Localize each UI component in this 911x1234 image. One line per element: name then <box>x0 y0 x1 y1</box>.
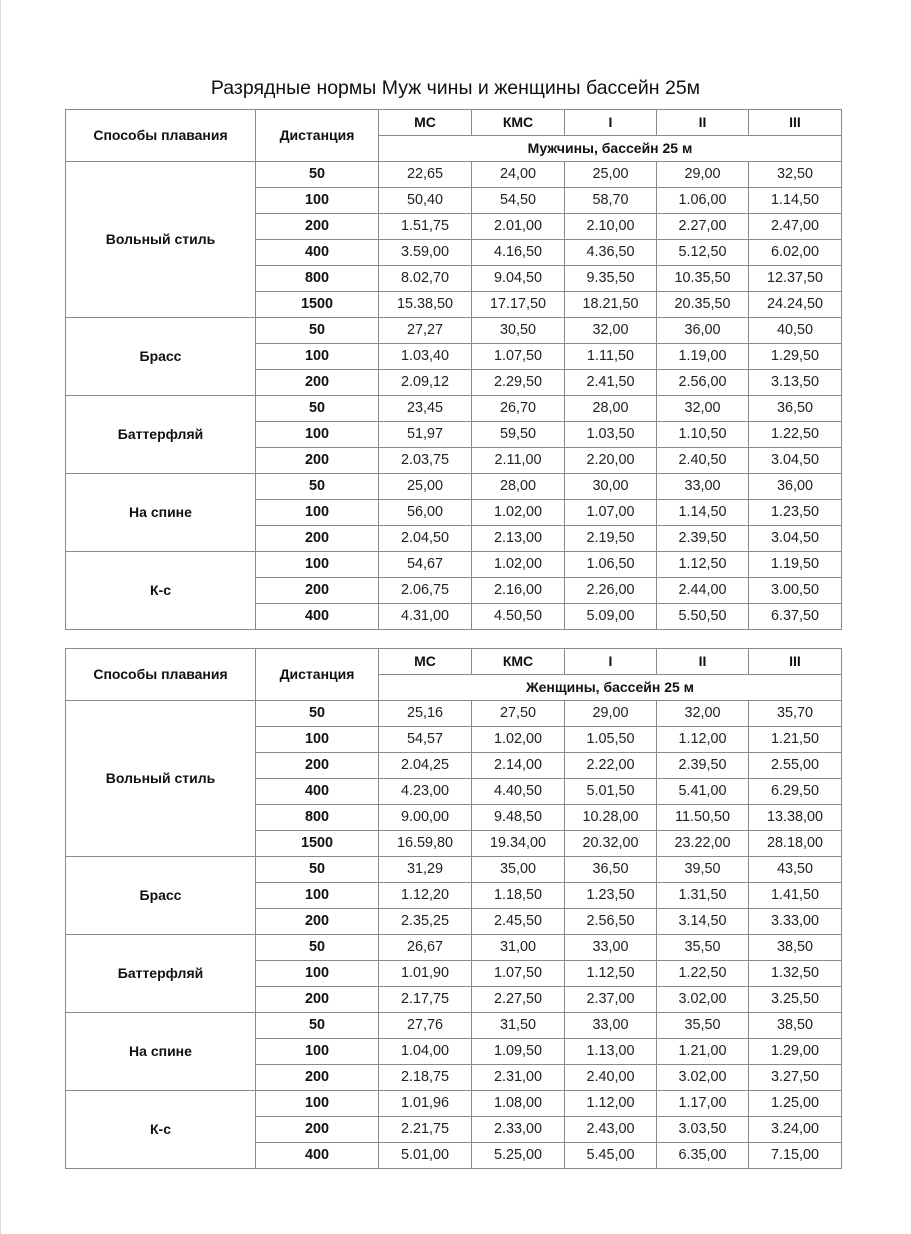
time-cell: 36,50 <box>749 396 842 422</box>
time-cell: 1.29,50 <box>749 344 842 370</box>
time-cell: 31,29 <box>379 857 472 883</box>
time-cell: 30,50 <box>472 318 565 344</box>
distance-cell: 1500 <box>256 292 379 318</box>
stroke-header: Способы плавания <box>66 649 256 701</box>
time-cell: 24,00 <box>472 162 565 188</box>
time-cell: 1.07,50 <box>472 344 565 370</box>
time-cell: 2.29,50 <box>472 370 565 396</box>
stroke-name-cell: Вольный стиль <box>66 701 256 857</box>
time-cell: 5.09,00 <box>565 604 657 630</box>
time-cell: 1.14,50 <box>657 500 749 526</box>
time-cell: 7.15,00 <box>749 1143 842 1169</box>
time-cell: 36,00 <box>749 474 842 500</box>
time-cell: 1.10,50 <box>657 422 749 448</box>
distance-cell: 200 <box>256 370 379 396</box>
table-subtitle: Женщины, бассейн 25 м <box>379 675 842 701</box>
table-row <box>66 935 842 961</box>
rank-header-2: II <box>657 110 749 136</box>
time-cell: 40,50 <box>749 318 842 344</box>
distance-cell: 100 <box>256 1091 379 1117</box>
time-cell: 2.40,00 <box>565 1065 657 1091</box>
time-cell: 3.04,50 <box>749 448 842 474</box>
time-cell: 1.31,50 <box>657 883 749 909</box>
distance-cell: 50 <box>256 318 379 344</box>
time-cell: 2.39,50 <box>657 753 749 779</box>
time-cell: 31,50 <box>472 1013 565 1039</box>
time-cell: 8.02,70 <box>379 266 472 292</box>
time-cell: 3.25,50 <box>749 987 842 1013</box>
time-cell: 1.03,50 <box>565 422 657 448</box>
time-cell: 1.29,00 <box>749 1039 842 1065</box>
time-cell: 2.26,00 <box>565 578 657 604</box>
table-row <box>66 396 842 422</box>
time-cell: 28,00 <box>472 474 565 500</box>
time-cell: 54,50 <box>472 188 565 214</box>
time-cell: 39,50 <box>657 857 749 883</box>
time-cell: 3.00,50 <box>749 578 842 604</box>
time-cell: 1.32,50 <box>749 961 842 987</box>
distance-cell: 50 <box>256 857 379 883</box>
time-cell: 4.23,00 <box>379 779 472 805</box>
time-cell: 1.19,50 <box>749 552 842 578</box>
time-cell: 32,00 <box>657 701 749 727</box>
rank-header-kms: КМС <box>472 110 565 136</box>
time-cell: 35,00 <box>472 857 565 883</box>
distance-cell: 100 <box>256 344 379 370</box>
distance-cell: 200 <box>256 526 379 552</box>
rank-header-1: I <box>565 649 657 675</box>
time-cell: 1.02,00 <box>472 552 565 578</box>
distance-cell: 100 <box>256 188 379 214</box>
time-cell: 20.32,00 <box>565 831 657 857</box>
time-cell: 50,40 <box>379 188 472 214</box>
time-cell: 1.07,00 <box>565 500 657 526</box>
time-cell: 2.01,00 <box>472 214 565 240</box>
distance-cell: 50 <box>256 396 379 422</box>
stroke-name-cell: Баттерфляй <box>66 935 256 1013</box>
time-cell: 5.01,50 <box>565 779 657 805</box>
time-cell: 12.37,50 <box>749 266 842 292</box>
distance-cell: 200 <box>256 1065 379 1091</box>
time-cell: 2.14,00 <box>472 753 565 779</box>
time-cell: 54,57 <box>379 727 472 753</box>
time-cell: 2.04,50 <box>379 526 472 552</box>
time-cell: 2.33,00 <box>472 1117 565 1143</box>
time-cell: 25,00 <box>379 474 472 500</box>
time-cell: 1.22,50 <box>749 422 842 448</box>
time-cell: 32,00 <box>657 396 749 422</box>
time-cell: 33,00 <box>565 935 657 961</box>
time-cell: 1.04,00 <box>379 1039 472 1065</box>
time-cell: 1.41,50 <box>749 883 842 909</box>
table-subtitle: Мужчины, бассейн 25 м <box>379 136 842 162</box>
distance-cell: 100 <box>256 552 379 578</box>
time-cell: 35,70 <box>749 701 842 727</box>
time-cell: 18.21,50 <box>565 292 657 318</box>
time-cell: 10.28,00 <box>565 805 657 831</box>
time-cell: 15.38,50 <box>379 292 472 318</box>
stroke-name-cell: На спине <box>66 474 256 552</box>
time-cell: 2.44,00 <box>657 578 749 604</box>
time-cell: 2.17,75 <box>379 987 472 1013</box>
time-cell: 2.21,75 <box>379 1117 472 1143</box>
time-cell: 33,00 <box>657 474 749 500</box>
time-cell: 3.59,00 <box>379 240 472 266</box>
time-cell: 2.40,50 <box>657 448 749 474</box>
time-cell: 5.12,50 <box>657 240 749 266</box>
distance-cell: 100 <box>256 961 379 987</box>
time-cell: 2.47,00 <box>749 214 842 240</box>
time-cell: 6.29,50 <box>749 779 842 805</box>
time-cell: 1.06,50 <box>565 552 657 578</box>
time-cell: 22,65 <box>379 162 472 188</box>
time-cell: 1.12,50 <box>565 961 657 987</box>
time-cell: 35,50 <box>657 935 749 961</box>
men-norms-table <box>65 109 842 630</box>
page-edge <box>0 0 1 1234</box>
time-cell: 4.36,50 <box>565 240 657 266</box>
time-cell: 1.23,50 <box>749 500 842 526</box>
time-cell: 20.35,50 <box>657 292 749 318</box>
time-cell: 2.04,25 <box>379 753 472 779</box>
time-cell: 4.50,50 <box>472 604 565 630</box>
time-cell: 1.02,00 <box>472 500 565 526</box>
time-cell: 4.40,50 <box>472 779 565 805</box>
distance-cell: 800 <box>256 805 379 831</box>
distance-cell: 200 <box>256 753 379 779</box>
time-cell: 9.00,00 <box>379 805 472 831</box>
time-cell: 2.19,50 <box>565 526 657 552</box>
rank-header-ms: МС <box>379 649 472 675</box>
time-cell: 54,67 <box>379 552 472 578</box>
time-cell: 35,50 <box>657 1013 749 1039</box>
distance-cell: 50 <box>256 1013 379 1039</box>
time-cell: 51,97 <box>379 422 472 448</box>
time-cell: 5.25,00 <box>472 1143 565 1169</box>
time-cell: 23,45 <box>379 396 472 422</box>
time-cell: 26,70 <box>472 396 565 422</box>
time-cell: 2.41,50 <box>565 370 657 396</box>
time-cell: 2.37,00 <box>565 987 657 1013</box>
time-cell: 2.10,00 <box>565 214 657 240</box>
time-cell: 1.03,40 <box>379 344 472 370</box>
table-row <box>66 1013 842 1039</box>
distance-cell: 1500 <box>256 831 379 857</box>
time-cell: 1.12,50 <box>657 552 749 578</box>
time-cell: 1.12,00 <box>657 727 749 753</box>
time-cell: 23.22,00 <box>657 831 749 857</box>
time-cell: 3.02,00 <box>657 1065 749 1091</box>
time-cell: 43,50 <box>749 857 842 883</box>
time-cell: 1.21,50 <box>749 727 842 753</box>
time-cell: 25,16 <box>379 701 472 727</box>
distance-cell: 200 <box>256 987 379 1013</box>
time-cell: 27,76 <box>379 1013 472 1039</box>
time-cell: 28,00 <box>565 396 657 422</box>
distance-cell: 100 <box>256 883 379 909</box>
time-cell: 24.24,50 <box>749 292 842 318</box>
time-cell: 1.21,00 <box>657 1039 749 1065</box>
time-cell: 2.09,12 <box>379 370 472 396</box>
time-cell: 2.18,75 <box>379 1065 472 1091</box>
time-cell: 1.05,50 <box>565 727 657 753</box>
stroke-name-cell: Вольный стиль <box>66 162 256 318</box>
time-cell: 10.35,50 <box>657 266 749 292</box>
time-cell: 2.16,00 <box>472 578 565 604</box>
time-cell: 1.14,50 <box>749 188 842 214</box>
time-cell: 9.35,50 <box>565 266 657 292</box>
time-cell: 1.01,96 <box>379 1091 472 1117</box>
time-cell: 32,00 <box>565 318 657 344</box>
page-title: Разрядные нормы Муж чины и женщины бассейн 25м <box>210 77 701 99</box>
table-row <box>66 857 842 883</box>
time-cell: 3.33,00 <box>749 909 842 935</box>
time-cell: 1.06,00 <box>657 188 749 214</box>
distance-cell: 50 <box>256 935 379 961</box>
time-cell: 27,50 <box>472 701 565 727</box>
time-cell: 58,70 <box>565 188 657 214</box>
time-cell: 2.20,00 <box>565 448 657 474</box>
time-cell: 29,00 <box>565 701 657 727</box>
time-cell: 2.39,50 <box>657 526 749 552</box>
time-cell: 1.17,00 <box>657 1091 749 1117</box>
time-cell: 5.01,00 <box>379 1143 472 1169</box>
stroke-name-cell: К-с <box>66 1091 256 1169</box>
table-row <box>66 318 842 344</box>
stroke-name-cell: Баттерфляй <box>66 396 256 474</box>
distance-cell: 100 <box>256 1039 379 1065</box>
time-cell: 5.41,00 <box>657 779 749 805</box>
time-cell: 3.03,50 <box>657 1117 749 1143</box>
table-row <box>66 474 842 500</box>
time-cell: 26,67 <box>379 935 472 961</box>
time-cell: 13.38,00 <box>749 805 842 831</box>
distance-cell: 200 <box>256 578 379 604</box>
time-cell: 36,00 <box>657 318 749 344</box>
distance-header: Дистанция <box>256 110 379 162</box>
stroke-name-cell: Брасс <box>66 857 256 935</box>
table-row <box>66 162 842 188</box>
time-cell: 11.50,50 <box>657 805 749 831</box>
time-cell: 9.48,50 <box>472 805 565 831</box>
time-cell: 2.43,00 <box>565 1117 657 1143</box>
table-row <box>66 701 842 727</box>
distance-cell: 400 <box>256 240 379 266</box>
time-cell: 4.16,50 <box>472 240 565 266</box>
time-cell: 1.08,00 <box>472 1091 565 1117</box>
time-cell: 16.59,80 <box>379 831 472 857</box>
time-cell: 1.23,50 <box>565 883 657 909</box>
time-cell: 1.07,50 <box>472 961 565 987</box>
time-cell: 1.22,50 <box>657 961 749 987</box>
time-cell: 29,00 <box>657 162 749 188</box>
time-cell: 3.24,00 <box>749 1117 842 1143</box>
time-cell: 28.18,00 <box>749 831 842 857</box>
distance-cell: 400 <box>256 604 379 630</box>
time-cell: 6.35,00 <box>657 1143 749 1169</box>
time-cell: 30,00 <box>565 474 657 500</box>
time-cell: 2.35,25 <box>379 909 472 935</box>
time-cell: 2.22,00 <box>565 753 657 779</box>
time-cell: 2.56,00 <box>657 370 749 396</box>
time-cell: 2.13,00 <box>472 526 565 552</box>
time-cell: 2.55,00 <box>749 753 842 779</box>
distance-cell: 200 <box>256 909 379 935</box>
time-cell: 9.04,50 <box>472 266 565 292</box>
distance-cell: 100 <box>256 422 379 448</box>
stroke-name-cell: К-с <box>66 552 256 630</box>
time-cell: 3.14,50 <box>657 909 749 935</box>
distance-cell: 400 <box>256 779 379 805</box>
time-cell: 3.13,50 <box>749 370 842 396</box>
time-cell: 2.06,75 <box>379 578 472 604</box>
time-cell: 33,00 <box>565 1013 657 1039</box>
table-row <box>66 1091 842 1117</box>
rank-header-3: III <box>749 649 842 675</box>
time-cell: 17.17,50 <box>472 292 565 318</box>
time-cell: 38,50 <box>749 1013 842 1039</box>
distance-cell: 50 <box>256 162 379 188</box>
distance-header: Дистанция <box>256 649 379 701</box>
distance-cell: 50 <box>256 701 379 727</box>
time-cell: 1.12,20 <box>379 883 472 909</box>
table-row <box>66 552 842 578</box>
time-cell: 1.09,50 <box>472 1039 565 1065</box>
time-cell: 27,27 <box>379 318 472 344</box>
time-cell: 1.13,00 <box>565 1039 657 1065</box>
distance-cell: 50 <box>256 474 379 500</box>
distance-cell: 200 <box>256 1117 379 1143</box>
stroke-name-cell: На спине <box>66 1013 256 1091</box>
distance-cell: 200 <box>256 448 379 474</box>
time-cell: 25,00 <box>565 162 657 188</box>
time-cell: 59,50 <box>472 422 565 448</box>
women-norms-table <box>65 648 842 1169</box>
rank-header-3: III <box>749 110 842 136</box>
time-cell: 6.37,50 <box>749 604 842 630</box>
time-cell: 38,50 <box>749 935 842 961</box>
time-cell: 1.12,00 <box>565 1091 657 1117</box>
time-cell: 3.02,00 <box>657 987 749 1013</box>
time-cell: 1.02,00 <box>472 727 565 753</box>
time-cell: 3.27,50 <box>749 1065 842 1091</box>
time-cell: 2.03,75 <box>379 448 472 474</box>
rank-header-2: II <box>657 649 749 675</box>
time-cell: 2.45,50 <box>472 909 565 935</box>
time-cell: 1.25,00 <box>749 1091 842 1117</box>
time-cell: 56,00 <box>379 500 472 526</box>
stroke-name-cell: Брасс <box>66 318 256 396</box>
time-cell: 19.34,00 <box>472 831 565 857</box>
time-cell: 5.45,00 <box>565 1143 657 1169</box>
time-cell: 32,50 <box>749 162 842 188</box>
time-cell: 2.31,00 <box>472 1065 565 1091</box>
time-cell: 2.27,00 <box>657 214 749 240</box>
rank-header-1: I <box>565 110 657 136</box>
time-cell: 1.19,00 <box>657 344 749 370</box>
time-cell: 1.01,90 <box>379 961 472 987</box>
time-cell: 2.27,50 <box>472 987 565 1013</box>
distance-cell: 400 <box>256 1143 379 1169</box>
time-cell: 2.56,50 <box>565 909 657 935</box>
time-cell: 1.18,50 <box>472 883 565 909</box>
time-cell: 36,50 <box>565 857 657 883</box>
rank-header-ms: МС <box>379 110 472 136</box>
time-cell: 31,00 <box>472 935 565 961</box>
distance-cell: 800 <box>256 266 379 292</box>
distance-cell: 100 <box>256 727 379 753</box>
time-cell: 1.51,75 <box>379 214 472 240</box>
time-cell: 3.04,50 <box>749 526 842 552</box>
time-cell: 2.11,00 <box>472 448 565 474</box>
time-cell: 1.11,50 <box>565 344 657 370</box>
distance-cell: 200 <box>256 214 379 240</box>
time-cell: 6.02,00 <box>749 240 842 266</box>
time-cell: 5.50,50 <box>657 604 749 630</box>
stroke-header: Способы плавания <box>66 110 256 162</box>
time-cell: 4.31,00 <box>379 604 472 630</box>
distance-cell: 100 <box>256 500 379 526</box>
rank-header-kms: КМС <box>472 649 565 675</box>
